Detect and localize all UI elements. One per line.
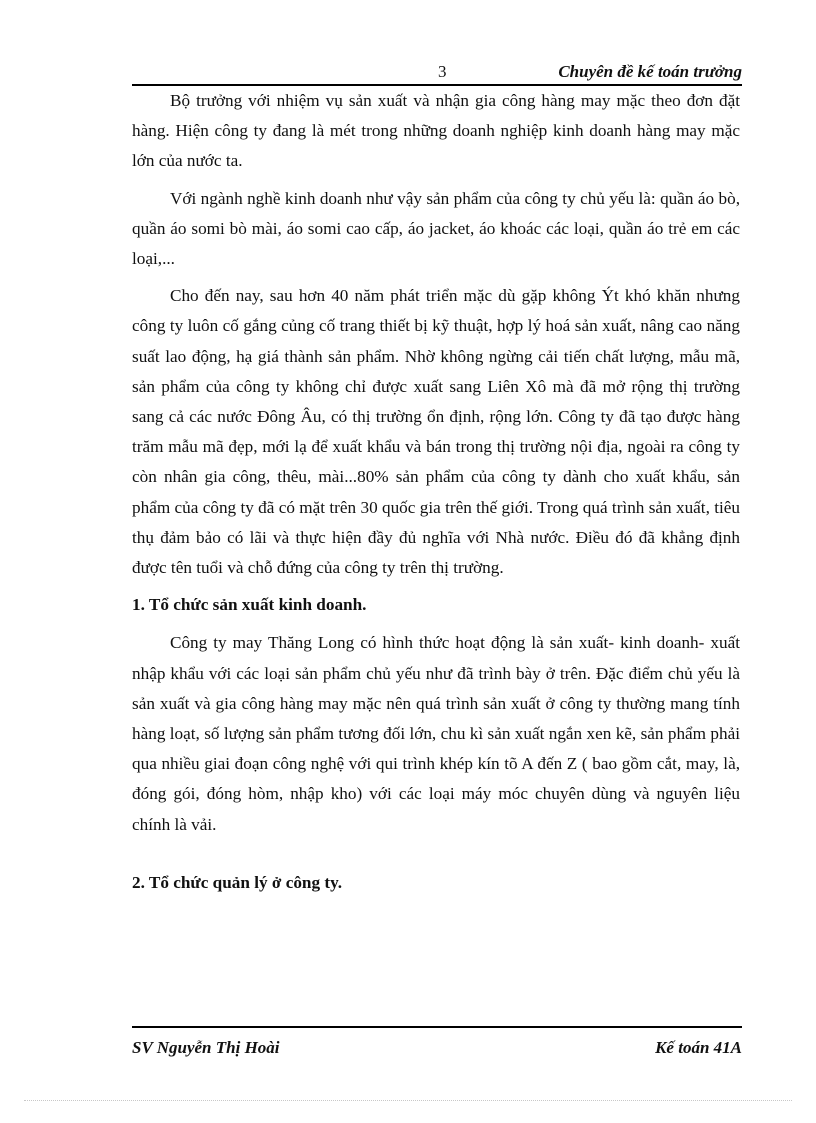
paragraph: Cho đến nay, sau hơn 40 năm phát triển mặc dù gặp không Ýt khó khăn nhưng công ty luôn cố gắng củng cố trang thiết bị kỹ thuật, hợp lý hoá sản xuất, nâng cao năng suất lao động, hạ giá thành sản phẩm. Nhờ không ngừng cải tiến chất lượng, mẫu mã, sản phẩm của công ty không chỉ được xuất sang Liên Xô mà đã mở rộng thị trường sang cả các nước Đông Âu, có thị trường ổn định, rộng lớn. Công ty đã tạo được hàng trăm mẫu mã đẹp, mới lạ để xuất khẩu và bán trong thị trường nội địa, ngoài ra công ty còn nhân gia công, thêu, mài...80% sản phẩm của công ty dành cho xuất khẩu, sản phẩm của công ty đã có mặt trên 30 quốc gia trên thế giới. Trong quá trình sản xuất, tiêu thụ đảm bảo có lãi và thực hiện đầy đủ nghĩa với Nhà nước. Điều đó đã khẳng định được tên tuổi và chỗ đứng của công ty trên thị trường. xyxy=(132,286,740,578)
body-content xyxy=(132,86,740,906)
footer-author: SV Nguyễn Thị Hoài xyxy=(132,1038,280,1057)
paragraph: Bộ trưởng với nhiệm vụ sản xuất và nhận gia công hàng may mặc theo đơn đặt hàng. Hiện công ty đang là mét trong những doanh nghiệp kinh doanh hàng may mặc lớn của nước ta. xyxy=(132,91,740,171)
page-footer xyxy=(132,1026,742,1057)
page-number: 3 xyxy=(438,62,447,81)
document-title: Chuyên đề kế toán trưởng xyxy=(558,62,742,81)
paragraph: Với ngành nghề kinh doanh như vậy sản phẩm của công ty chủ yếu là: quần áo bò, quần áo somi bò mài, áo somi cao cấp, áo jacket, áo khoác các loại, quần áo trẻ em các loại,... xyxy=(132,188,740,269)
page-header xyxy=(132,58,742,86)
footer-class: Kế toán 41A xyxy=(655,1038,742,1057)
page-divider xyxy=(24,1100,792,1101)
section-heading: 2. Tổ chức quản lý ở công ty. xyxy=(132,872,343,892)
section-heading: 1. Tổ chức sản xuất kinh doanh. xyxy=(132,595,367,615)
paragraph: Công ty may Thăng Long có hình thức hoạt động là sản xuất- kinh doanh- xuất nhập khẩu với các loại sản phẩm chủ yếu như đã trình bày ở trên. Đặc điểm chủ yếu là sản xuất và gia công hàng may mặc nên quá trình sản xuất ở công ty thường mang tính hàng loạt, số lượng sản phẩm tương đối lớn, chu kì sản xuất ngắn xen kẽ, sản phẩm phải qua nhiều giai đoạn công nghệ với qui trình khép kín tõ A đến Z ( bao gồm cắt, may, là, đóng gói, đóng hòm, nhập kho) với các loại máy móc chuyên dùng và nguyên liệu chính là vải. xyxy=(132,633,740,834)
